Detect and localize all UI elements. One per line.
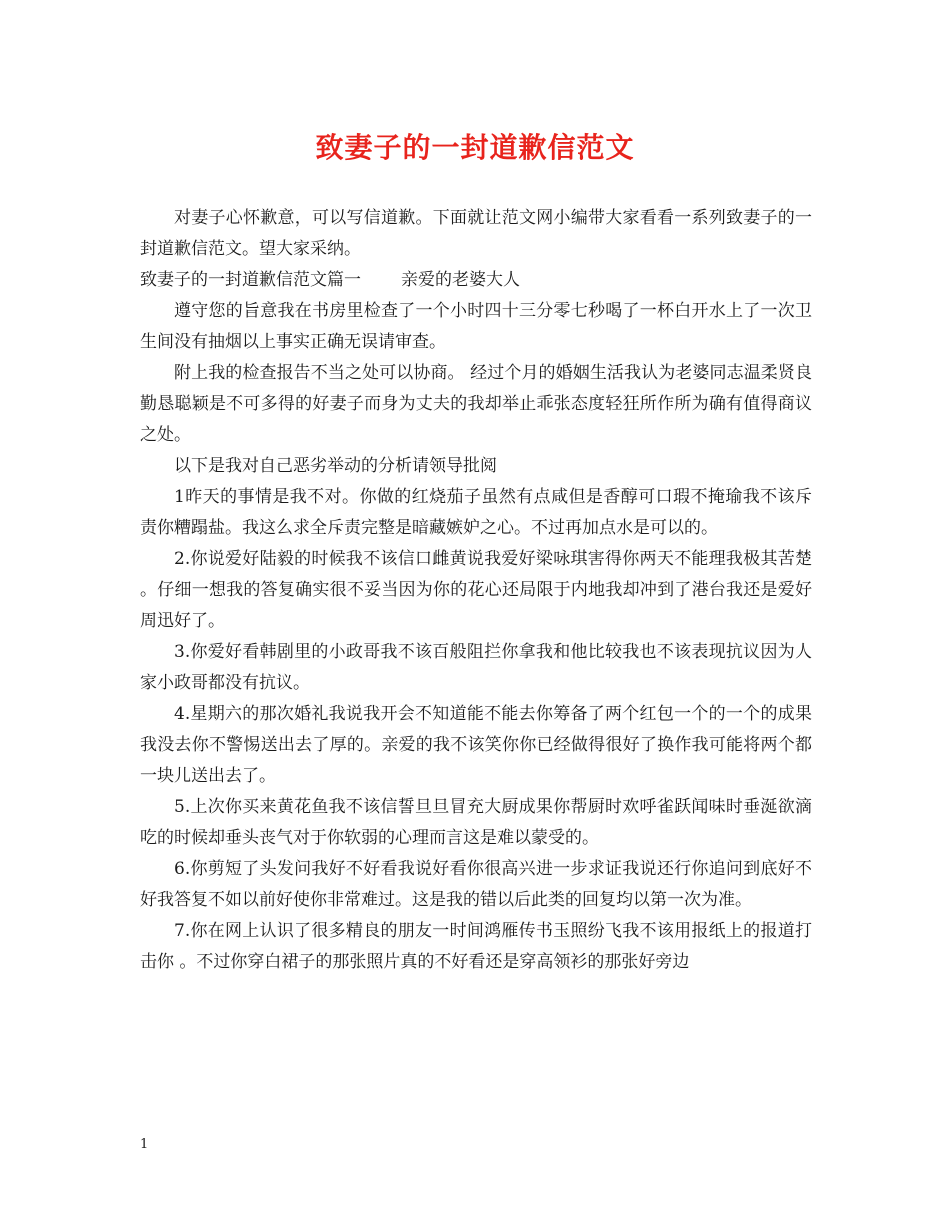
body-paragraph: 5.上次你买来黄花鱼我不该信誓旦旦冒充大厨成果你帮厨时欢呼雀跃闻味时垂涎欲滴吃的时候却垂头丧气对于你软弱的心理而言这是难以蒙受的。 [140,797,812,848]
section-heading [140,265,812,296]
body-paragraph: 3.你爱好看韩剧里的小政哥我不该百般阻拦你拿我和他比较我也不该表现抗议因为人家小政哥都没有抗议。 [140,642,812,693]
body-paragraph: 以下是我对自己恶劣举动的分析请领导批阅 [174,456,497,476]
page-number: 1 [140,1137,149,1152]
intro-paragraph: 对妻子心怀歉意，可以写信道歉。下面就让范文网小编带大家看看一系列致妻子的一封道歉信范文。望大家采纳。 [140,208,812,259]
body-paragraph: 7.你在网上认识了很多精良的朋友一时间鸿雁传书玉照纷飞我不该用报纸上的报道打击你 。不过你穿白裙子的那张照片真的不好看还是穿高领衫的那张好旁边 [140,921,812,972]
salutation: 亲爱的老婆大人 [401,270,520,290]
body-paragraph: 6.你剪短了头发问我好不好看我说好看你很高兴进一步求证我说还行你追问到底好不好我答复不如以前好使你非常难过。这是我的错以后此类的回复均以第一次为准。 [140,859,812,910]
document-body [140,203,812,978]
body-paragraph: 遵守您的旨意我在书房里检查了一个小时四十三分零七秒喝了一杯白开水上了一次卫生间没有抽烟以上事实正确无误请审查。 [140,301,812,352]
body-paragraph: 1昨天的事情是我不对。你做的红烧茄子虽然有点咸但是香醇可口瑕不掩瑜我不该斥责你糟蹋盐。我这么求全斥责完整是暗藏嫉妒之心。不过再加点水是可以的。 [140,487,812,538]
body-paragraph: 2.你说爱好陆毅的时候我不该信口雌黄说我爱好梁咏琪害得你两天不能理我极其苦楚 。仔细一想我的答复确实很不妥当因为你的花心还局限于内地我却冲到了港台我还是爱好周迅好了。 [140,549,812,631]
section-title: 致妻子的一封道歉信范文篇一 [140,270,361,290]
document-title: 致妻子的一封道歉信范文 [315,131,635,164]
body-paragraph: 4.星期六的那次婚礼我说我开会不知道能不能去你筹备了两个红包一个的一个的成果我没去你不警惕送出去了厚的。亲爱的我不该笑你你已经做得很好了换作我可能将两个都一块儿送出去了。 [140,704,812,786]
body-paragraph: 附上我的检查报告不当之处可以协商。 经过个月的婚姻生活我认为老婆同志温柔贤良勤恳聪颖是不可多得的好妻子而身为丈夫的我却举止乖张态度轻狂所作所为确有值得商议之处。 [140,363,812,445]
